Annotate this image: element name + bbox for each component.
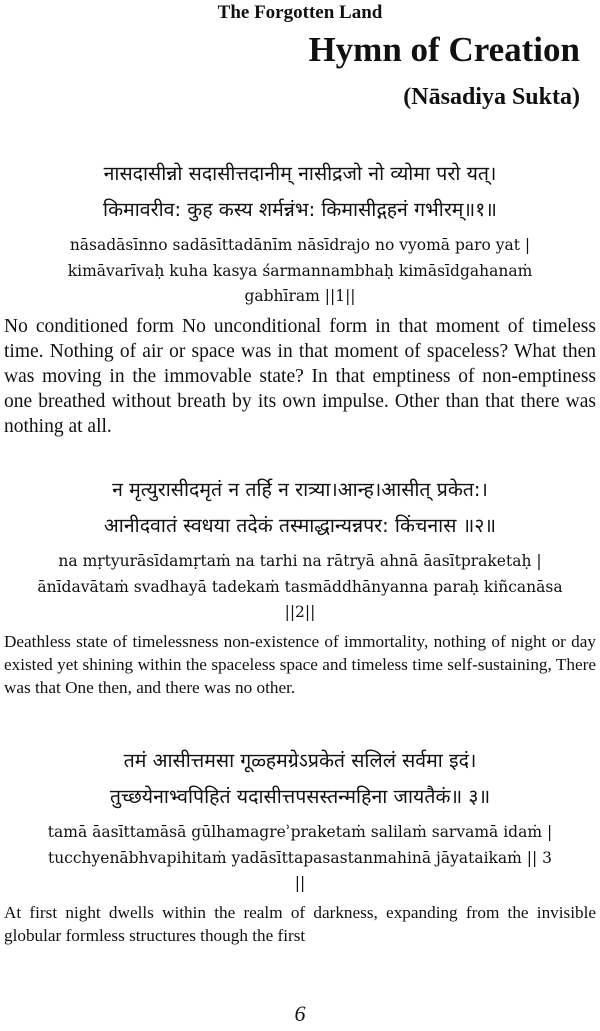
running-head: The Forgotten Land [217, 2, 383, 23]
transliteration-line: nāsadāsīnno sadāsīttadānīm nāsīdrajo no vyomā paro yat | [69, 236, 531, 254]
page-subtitle: (Nāsadiya Sukta) [403, 84, 580, 110]
transliteration-line: ||2|| [284, 603, 316, 621]
transliteration-line: || [294, 874, 306, 892]
commentary-paragraph: At first night dwells within the realm of darkness, expanding from the invisible globular formless structures though the first [4, 903, 596, 945]
sanskrit-line: न मृत्युरासीदमृतं न तर्हि न रात्र्या।आन्ह।आसीत् प्रकेत:। [112, 478, 488, 501]
commentary-paragraph: Deathless state of timelessness non-existence of immortality, nothing of night or day existed yet shining within the spaceless space and timeless time self-sustaining, There was that One then, and there was no other. [4, 632, 596, 697]
transliteration-line: gabhīram ||1|| [244, 287, 356, 305]
transliteration-line: tucchyenābhvapihitaṁ yadāsīttapasastanmahinā jāyataikaṁ || 3 [47, 849, 553, 867]
commentary-paragraph: No conditioned form No unconditional form in that moment of timeless time. Nothing of air or space was in that moment of spaceless? What then was moving in the immovable state? In that emptiness of non-emptiness one breathed without breath by its own impulse. Other than that there was nothing at all. [4, 316, 596, 437]
page-title: Hymn of Creation [308, 30, 580, 69]
verse-3 [4, 743, 596, 947]
page-number: 6 [294, 1001, 306, 1026]
transliteration-line: kimāvarīvaḥ kuha kasya śarmannambhaḥ kimāsīdgahanaṁ [67, 262, 533, 280]
verse-2 [4, 472, 596, 699]
transliteration-line: tamā āasīttamāsā gūlhamagreʾpraketaṁ salilaṁ sarvamā idaṁ | [47, 823, 553, 841]
verse-1 [4, 156, 596, 439]
sanskrit-line: तुच्छयेनाभ्वपिहितं यदासीत्तपसस्तन्महिना जायतैकं॥ ३॥ [109, 785, 491, 808]
sanskrit-line: नासदासीन्नो सदासीत्तदानीम् नासीद्रजो नो व्योमा परो यत्। [103, 162, 497, 185]
transliteration-line: ānīdavātaṁ svadhayā tadekaṁ tasmāddhānyanna paraḥ kiñcanāsa [37, 578, 563, 596]
sanskrit-line: तमं आसीत्तमसा गूळ्हमग्रेऽप्रकेतं सलिलं सर्वमा इदं। [123, 749, 477, 772]
transliteration-line: na mṛtyurāsīdamṛtaṁ na tarhi na rātryā ahnā āasītpraketaḥ | [58, 552, 542, 570]
sanskrit-line: आनीदवातं स्वधया तदेकं तस्माद्धान्यन्नपर: किंचनास ॥२॥ [103, 514, 497, 537]
sanskrit-line: किमावरीव: कुह कस्य शर्मन्नंभ: किमासीद्गहनं गभीरम्॥१॥ [103, 198, 497, 221]
